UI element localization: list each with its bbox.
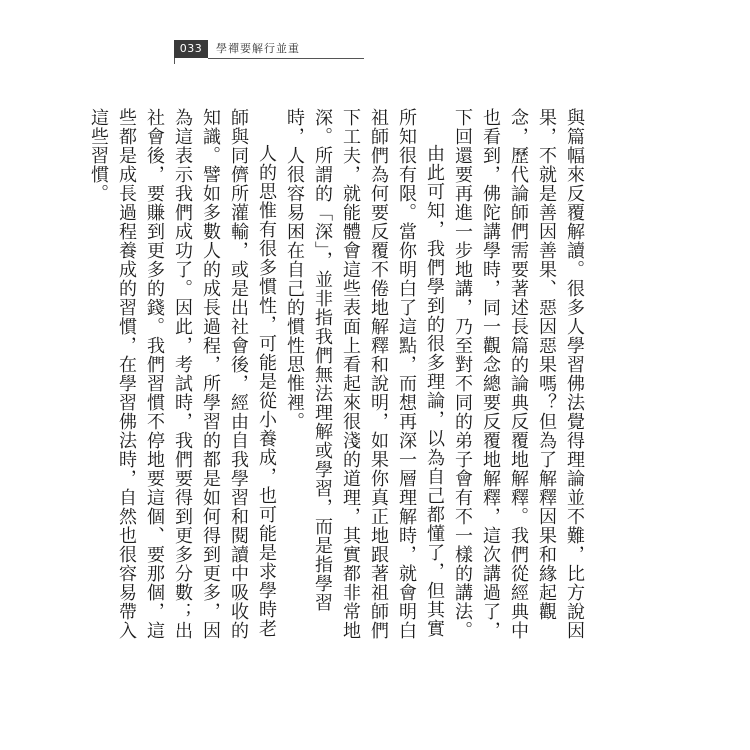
- header-rule: [208, 58, 364, 59]
- page-number: 033: [174, 40, 208, 58]
- paragraph: 人的思惟有很多慣性，可能是從小養成，也可能是求學時老師與同儕所灌輸，或是出社會後，經由自我學習和閱讀中吸收的知識。譬如多數人的成長過程，所學習的都是如何得到更多，因為這表示我們成功了。因此，考試時，我們要得到更多分數；出社會後，要賺到更多的錢。我們習慣不停地要這個、要那個，這些都是成長過程養成的習慣，在學習佛法時，自然也很容易帶入這些習慣。: [88, 108, 277, 640]
- body-text: [88, 108, 588, 648]
- running-title: 學禪要解行並重: [216, 42, 300, 55]
- header-rule-tick: [174, 58, 175, 64]
- running-header: [174, 40, 364, 64]
- paragraph-continued: 與篇幅來反覆解讀。很多人學習佛法覺得理論並不難，比方說因果，不就是善因善果、惡因惡果嗎？但為了解釋因果和緣起觀念，歷代論師們需要著述長篇的論典反覆地解釋。我們從經典中也看到，佛陀講學時，同一觀念總要反覆地解釋，這次講過了，下回還要再進一步地講，乃至對不同的弟子會有不一樣的講法。: [452, 108, 585, 640]
- paragraph: 由此可知，我們學到的很多理論，以為自己都懂了，但其實所知很有限。當你明白了這點，而想再深一層理解時，就會明白祖師們為何要反覆不倦地解釋和說明，如果你真正地跟著祖師們下工夫，就能體會這些表面上看起來很淺的道理，其實都非常地深。所謂的「深」，並非指我們無法理解或學習，而是指學習時，人很容易困在自己的慣性思惟裡。: [284, 108, 445, 640]
